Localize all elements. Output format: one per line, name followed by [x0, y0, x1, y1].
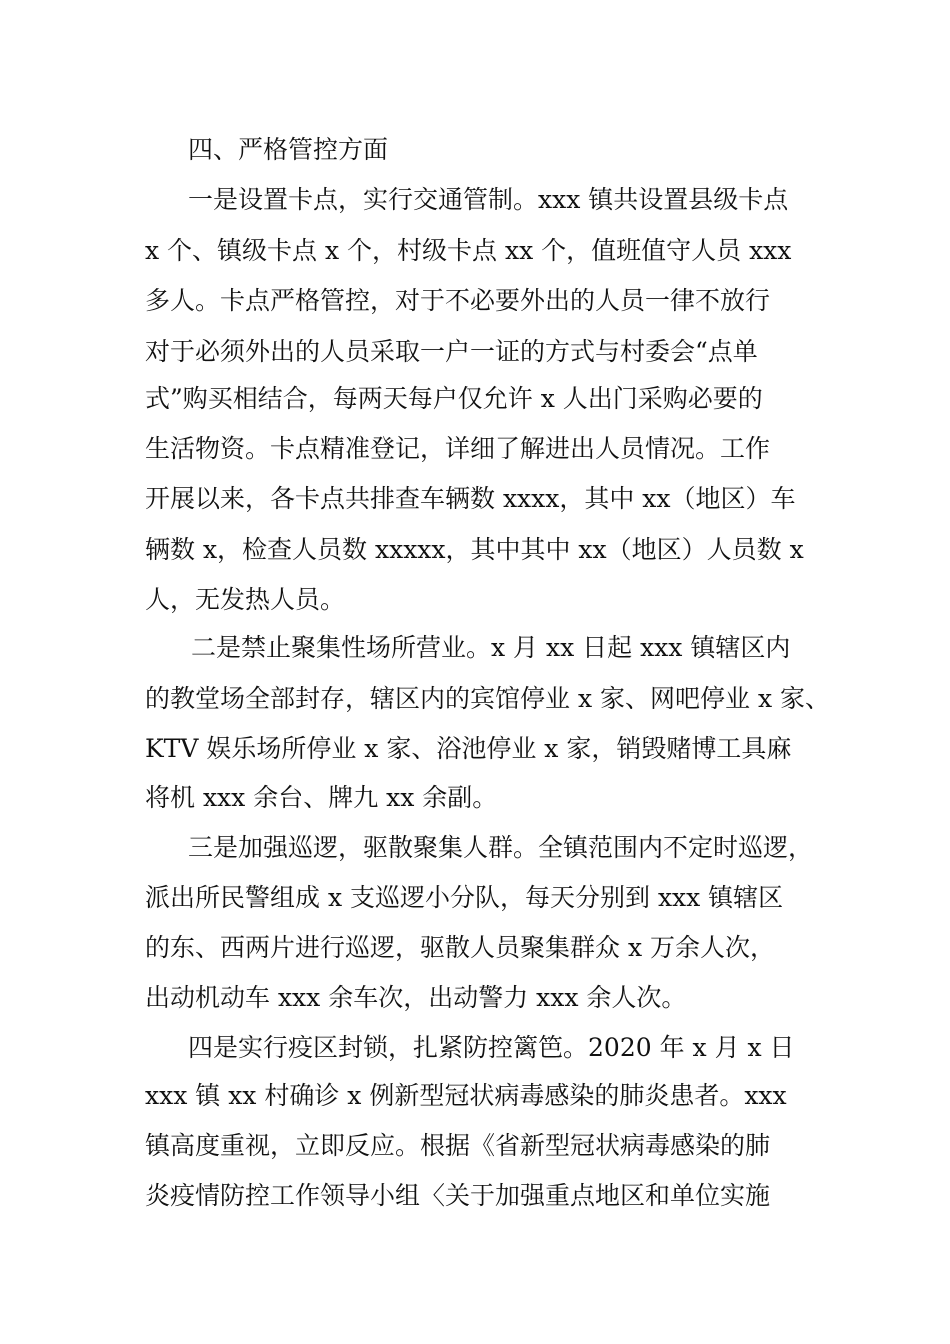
- paragraph-line: 的教堂场全部封存，辖区内的宾馆停业 x 家、网吧停业 x 家、: [145, 684, 830, 713]
- paragraph-line: 炎疫情防控工作领导小组〈关于加强重点地区和单位实施: [145, 1181, 771, 1210]
- paragraph-line: xxx 镇 xx 村确诊 x 例新型冠状病毒感染的肺炎患者。xxx: [145, 1081, 787, 1110]
- paragraph-line: 式”购买相结合，每两天每户仅允许 x 人出门采购必要的: [145, 384, 763, 413]
- paragraph-line: 辆数 x，检查人员数 xxxxx，其中其中 xx（地区）人员数 x: [145, 535, 804, 564]
- paragraph-line: 多人。卡点严格管控，对于不必要外出的人员一律不放行: [145, 286, 771, 315]
- paragraph-line: 镇高度重视，立即反应。根据《省新型冠状病毒感染的肺: [145, 1131, 771, 1160]
- section-heading: 四、严格管控方面: [188, 135, 389, 164]
- paragraph-line: 人，无发热人员。: [145, 585, 346, 614]
- paragraph-line: 的东、西两片进行巡逻，驱散人员聚集群众 x 万余人次，: [145, 933, 775, 962]
- paragraph-line: 一是设置卡点，实行交通管制。xxx 镇共设置县级卡点: [188, 185, 789, 214]
- paragraph-line: KTV 娱乐场所停业 x 家、浴池停业 x 家，销毁赌博工具麻: [145, 734, 792, 763]
- paragraph-line: 二是禁止聚集性场所营业。x 月 xx 日起 xxx 镇辖区内: [191, 633, 791, 662]
- paragraph-line: 四是实行疫区封锁，扎紧防控篱笆。2020 年 x 月 x 日: [188, 1033, 795, 1062]
- paragraph-line: 派出所民警组成 x 支巡逻小分队，每天分别到 xxx 镇辖区: [145, 883, 784, 912]
- paragraph-line: x 个、镇级卡点 x 个，村级卡点 xx 个，值班值守人员 xxx: [145, 236, 792, 265]
- paragraph-line: 对于必须外出的人员采取一户一证的方式与村委会“点单: [145, 337, 758, 366]
- paragraph-line: 出动机动车 xxx 余车次，出动警力 xxx 余人次。: [145, 983, 687, 1012]
- paragraph-line: 将机 xxx 余台、牌九 xx 余副。: [145, 783, 498, 812]
- paragraph-line: 生活物资。卡点精准登记，详细了解进出人员情况。工作: [145, 434, 771, 463]
- paragraph-line: 开展以来，各卡点共排查车辆数 xxxx，其中 xx（地区）车: [145, 484, 796, 513]
- paragraph-line: 三是加强巡逻，驱散聚集人群。全镇范围内不定时巡逻，: [188, 833, 814, 862]
